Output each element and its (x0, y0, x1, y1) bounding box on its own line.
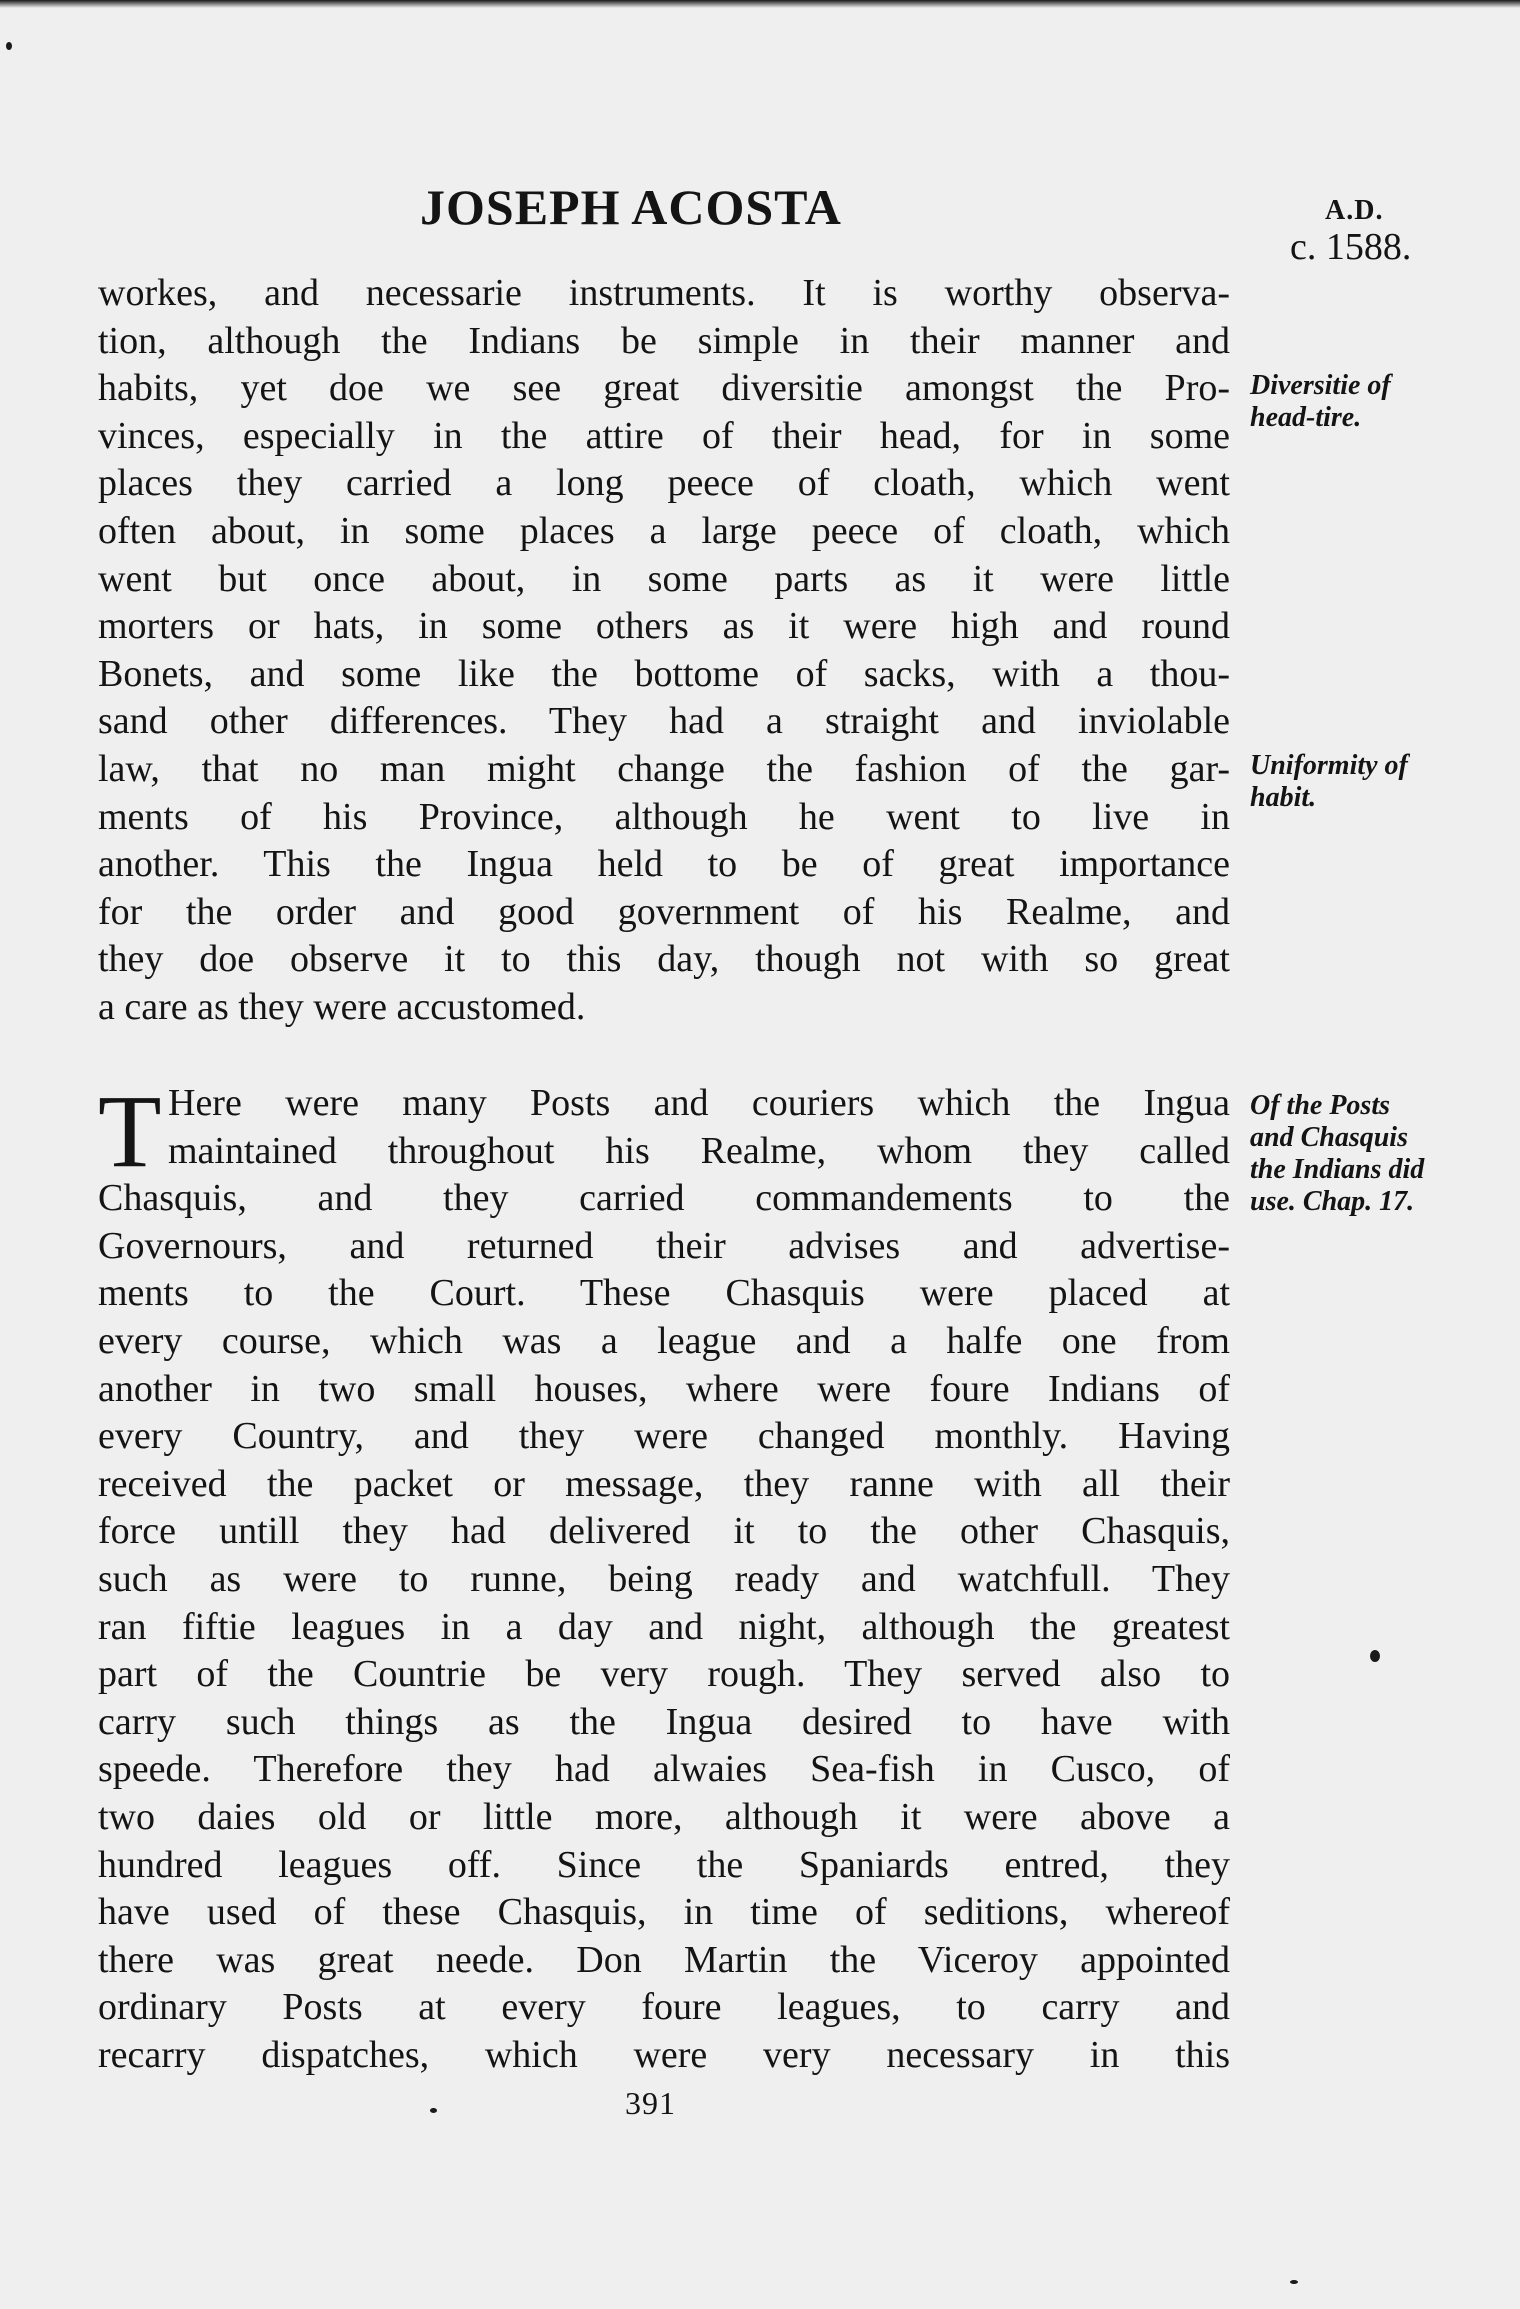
text-line: for the order and good government of his Realme, and (98, 890, 1230, 933)
text-line: tion, although the Indians be simple in their manner and (98, 319, 1230, 362)
paragraph-1 (98, 270, 1230, 1032)
text-line: another. This the Ingua held to be of great importance (98, 843, 1230, 886)
scan-edge (0, 0, 1520, 8)
text-line: part of the Countrie be very rough. They served also to (98, 1653, 1230, 1696)
text-line: ments of his Province, although he went to live in (98, 795, 1230, 838)
text-line: morters or hats, in some others as it were high and round (98, 605, 1230, 648)
text-line: Chasquis, and they carried commandements to the (98, 1177, 1230, 1220)
text-line: a care as they were accustomed. (98, 985, 586, 1028)
text-line: there was great neede. Don Martin the Viceroy appointed (98, 1938, 1230, 1981)
paragraph-2 (98, 1074, 1230, 2079)
margin-note-uniformity (1250, 750, 1490, 814)
text-line: places they carried a long peece of cloath, which went (98, 462, 1230, 505)
date-era: A.D. (1325, 195, 1384, 226)
margin-note-line: and Chasquis (1250, 1122, 1408, 1153)
text-line: they doe observe it to this day, though not with so great (98, 938, 1230, 981)
text-line: ments to the Court. These Chasquis were placed at (98, 1272, 1230, 1315)
margin-note-line: Uniformity of (1250, 750, 1408, 781)
scan-speck (1290, 2280, 1298, 2284)
text-line: carry such things as the Ingua desired to have with (98, 1700, 1230, 1743)
text-line: every course, which was a league and a halfe one from (98, 1319, 1230, 1362)
text-line: ran fiftie leagues in a day and night, although the greatest (98, 1605, 1230, 1648)
margin-note-line: Of the Posts (1250, 1090, 1390, 1121)
text-line: sand other differences. They had a straight and inviolable (98, 700, 1230, 743)
page-number: 391 (625, 2085, 676, 2121)
margin-note-line: head-tire. (1250, 402, 1362, 433)
text-line: every Country, and they were changed monthly. Having (98, 1415, 1230, 1458)
running-head: JOSEPH ACOSTA (420, 179, 842, 235)
text-line: habits, yet doe we see great diversitie amongst the Pro- (98, 367, 1230, 410)
drop-cap-block (98, 1074, 1230, 1189)
text-line: speede. Therefore they had alwaies Sea-fish in Cusco, of (98, 1748, 1230, 1791)
text-line: received the packet or message, they ranne with all their (98, 1462, 1230, 1505)
margin-note-line: the Indians did (1250, 1154, 1425, 1185)
text-line: went but once about, in some parts as it were little (98, 557, 1230, 600)
text-line: have used of these Chasquis, in time of seditions, whereof (98, 1891, 1230, 1934)
date-year: c. 1588. (1290, 226, 1412, 268)
scan-speck (430, 2108, 437, 2113)
margin-note-line: habit. (1250, 782, 1317, 813)
text-line: vinces, especially in the attire of their head, for in some (98, 414, 1230, 457)
text-line: two daies old or little more, although it were above a (98, 1795, 1230, 1838)
text-line: ordinary Posts at every foure leagues, to carry and (98, 1986, 1230, 2029)
text-line: such as were to runne, being ready and watchfull. They (98, 1557, 1230, 1600)
scan-speck (1370, 1650, 1380, 1662)
margin-note-posts (1250, 1090, 1490, 1218)
margin-note-line: use. Chap. 17. (1250, 1186, 1415, 1217)
text-line: maintained throughout his Realme, whom they called (168, 1129, 1230, 1172)
margin-note-line: Diversitie of (1250, 370, 1391, 401)
text-line: workes, and necessarie instruments. It is worthy observa- (98, 272, 1230, 314)
text-line: force untill they had delivered it to the other Chasquis, (98, 1510, 1230, 1553)
text-line: law, that no man might change the fashion of the gar- (98, 747, 1230, 790)
text-line: often about, in some places a large peece of cloath, which (98, 509, 1230, 552)
drop-cap: T (98, 1074, 162, 1189)
text-line: hundred leagues off. Since the Spaniards entred, they (98, 1843, 1230, 1886)
text-line: Bonets, and some like the bottome of sacks, with a thou- (98, 652, 1230, 695)
text-line: Here were many Posts and couriers which the Ingua (168, 1082, 1230, 1124)
text-line: another in two small houses, where were foure Indians of (98, 1367, 1230, 1410)
text-line: Governours, and returned their advises and advertise- (98, 1224, 1230, 1267)
text-line: recarry dispatches, which were very necessary in this (98, 2033, 1230, 2076)
scan-speck (6, 42, 12, 50)
margin-note-headtire (1250, 370, 1490, 434)
